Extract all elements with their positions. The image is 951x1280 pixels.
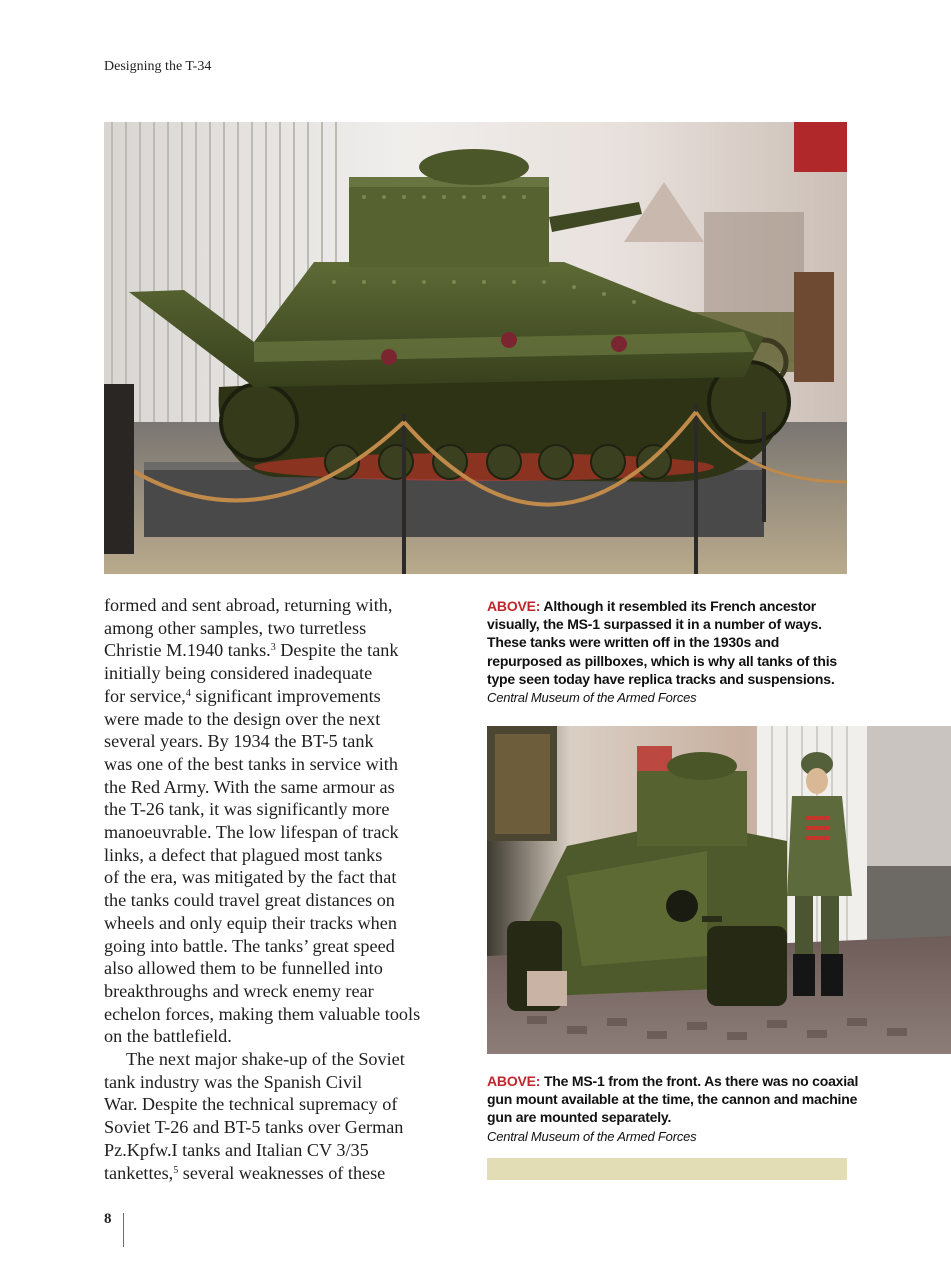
tank-side-illustration [104, 122, 847, 574]
text-line: The next major shake-up of the Soviet [126, 1049, 405, 1070]
text-line: of the era, was mitigated by the fact that [104, 867, 397, 888]
footnote-ref: 3 [270, 642, 276, 654]
text-line: going into battle. The tanks’ great speed [104, 935, 395, 956]
caption-line: visually, the MS-1 surpassed it in a number of ways. [487, 616, 822, 633]
text-line: wheels and only equip their tracks when [104, 912, 397, 933]
text-line: on the battlefield. [104, 1026, 232, 1047]
caption-line: These tanks were written off in the 1930s and [487, 634, 780, 651]
photo-credit: Central Museum of the Armed Forces [487, 690, 697, 706]
text-line [104, 639, 454, 662]
caption-line: repurposed as pillboxes, which is why all tanks of this [487, 652, 837, 669]
caption-line: gun are mounted separately. [487, 1109, 672, 1126]
body-paragraph-1 [104, 594, 454, 1048]
text-run: Despite the tank [275, 640, 399, 661]
folio-divider [123, 1213, 124, 1247]
body-text [104, 594, 454, 1184]
text-line: the tanks could travel great distances on [104, 890, 395, 911]
text-line: tank industry was the Spanish Civil [104, 1071, 363, 1092]
photo-caption-1 [487, 597, 857, 707]
caption-line [487, 1072, 857, 1090]
text-line: among other samples, two turretless [104, 617, 367, 638]
text-run: for service, [104, 685, 186, 706]
caption-line: type seen today have replica tracks and suspensions. [487, 670, 835, 687]
text-line: formed and sent abroad, returning with, [104, 595, 393, 615]
text-run: Christie M.1940 tanks. [104, 640, 271, 661]
text-line [104, 1162, 454, 1185]
text-line: also allowed them to be funnelled into [104, 958, 383, 979]
footnote-ref: 4 [185, 687, 191, 699]
text-line: the Red Army. With the same armour as [104, 776, 395, 797]
tank-front-illustration [487, 726, 951, 1054]
caption-lead: ABOVE: [487, 1073, 541, 1089]
text-line: was one of the best tanks in service with [104, 753, 398, 774]
text-line [104, 685, 454, 708]
decorative-tan-bar [487, 1158, 847, 1180]
caption-text: Although it resembled its French ancestor [540, 598, 817, 614]
text-line: several years. By 1934 the BT-5 tank [104, 731, 374, 752]
text-line: links, a defect that plagued most tanks [104, 844, 383, 865]
text-run: several weaknesses of these [178, 1162, 386, 1183]
text-line: echelon forces, making them valuable tools [104, 1003, 421, 1024]
caption-line: gun mount available at the time, the cannon and machine [487, 1091, 858, 1108]
footnote-ref: 5 [173, 1164, 179, 1176]
text-line: the T-26 tank, it was significantly more [104, 799, 390, 820]
text-run: tankettes, [104, 1162, 174, 1183]
text-line: initially being considered inadequate [104, 663, 373, 684]
text-line: manoeuvrable. The low lifespan of track [104, 822, 399, 843]
text-line: Pz.Kpfw.I tanks and Italian CV 3/35 [104, 1139, 369, 1160]
caption-line [487, 597, 857, 615]
text-line: breakthroughs and wreck enemy rear [104, 980, 374, 1001]
photo-caption-2 [487, 1072, 857, 1146]
text-line: were made to the design over the next [104, 708, 381, 729]
caption-text: The MS-1 from the front. As there was no coaxial [540, 1073, 859, 1089]
text-run: significant improvements [190, 685, 381, 706]
text-line: War. Despite the technical supremacy of [104, 1094, 398, 1115]
caption-lead: ABOVE: [487, 598, 541, 614]
photo-credit: Central Museum of the Armed Forces [487, 1128, 697, 1144]
text-line: Soviet T-26 and BT-5 tanks over German [104, 1117, 404, 1138]
tank-front-photo [487, 726, 951, 1054]
running-head: Designing the T-34 [104, 59, 212, 74]
tank-side-photo [104, 122, 847, 574]
body-paragraph-2 [104, 1048, 454, 1184]
page-number: 8 [104, 1211, 112, 1227]
